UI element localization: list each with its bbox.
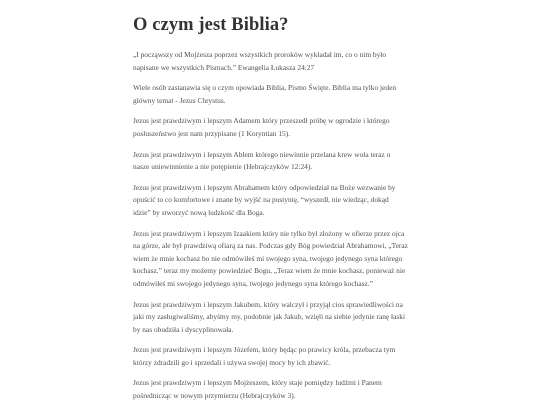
article-paragraph-9: Jezus jest prawdziwym i lepszym Mojżeszem, który staje pomiędzy ludźmi i Panem pośrednicząc w nowym przymierzu (Hebrajczyków 3). (133, 378, 382, 401)
article (133, 14, 408, 405)
article-paragraph-4: Jezus jest prawdziwym i lepszym Ablem którego niewinnie przelana krew woła teraz o nasze uniewinnienie a nie potępienie (Hebrajczyków 12:24). (133, 149, 391, 172)
article-paragraph-1: „I począwszy od Mojżesza poprzez wszystkich proroków wykładał im, co o nim było napisane we wszystkich Pismach.” Ewangelia Łukasza 24:27 (133, 50, 387, 72)
page-title: O czym jest Biblia? (133, 15, 289, 35)
article-paragraph-6: Jezus jest prawdziwym i lepszym Izaakiem który nie tylko był złożony w ofierze przez ojca na górze, ale był prawdziwą ofiarą za nas. Podczas gdy Bóg powiedział Abrahamowi, „Teraz wiem że mnie kochasz bo nie odmówiłeś mi swojego syna, twojego jedynego syna którego kochasz.” teraz my możemy powiedzieć Bogu, „Teraz wiem że mnie kochasz, ponieważ nie odmówiłeś mi swojego jedynego syna, twojego jedynego syna którego kochasz.” (133, 228, 408, 288)
article-paragraph-7: Jezus jest prawdziwym i lepszym Jakubem, który walczył i przyjął cios sprawiedliwości na jaki my zasługiwaliśmy, abyśmy my, podobnie jak Jakub, wzięli na siebie jedynie ranę łaski by nas obudziła i dyscyplinowała. (133, 299, 406, 334)
article-paragraph-2: Wiele osób zastanawia się o czym opowiada Biblia, Pismo Święte. Biblia ma tylko jeden główny temat - Jezus Chrystus. (133, 83, 397, 105)
article-paragraph-8: Jezus jest prawdziwym i lepszym Józefem, który będąc po prawicy króla, przebacza tym którzy zdradzili go i sprzedali i używa swojej mocy by ich zbawić. (133, 345, 396, 367)
article-paragraph-5: Jezus jest prawdziwym i lepszym Abrahamem który odpowiedział na Boże wezwanie by opuścić to co komfortowe i znane by wyjść na pustynię, “wyszedł, nie wiedząc, dokąd idzie” by stworzyć nową ludzkość dla Boga. (133, 182, 396, 217)
article-paragraph-3: Jezus jest prawdziwym i lepszym Adamem który przeszedł próbę w ogrodzie i którego posłuszeństwo jest nam przypisane (1 Koryntian 15). (133, 116, 390, 138)
